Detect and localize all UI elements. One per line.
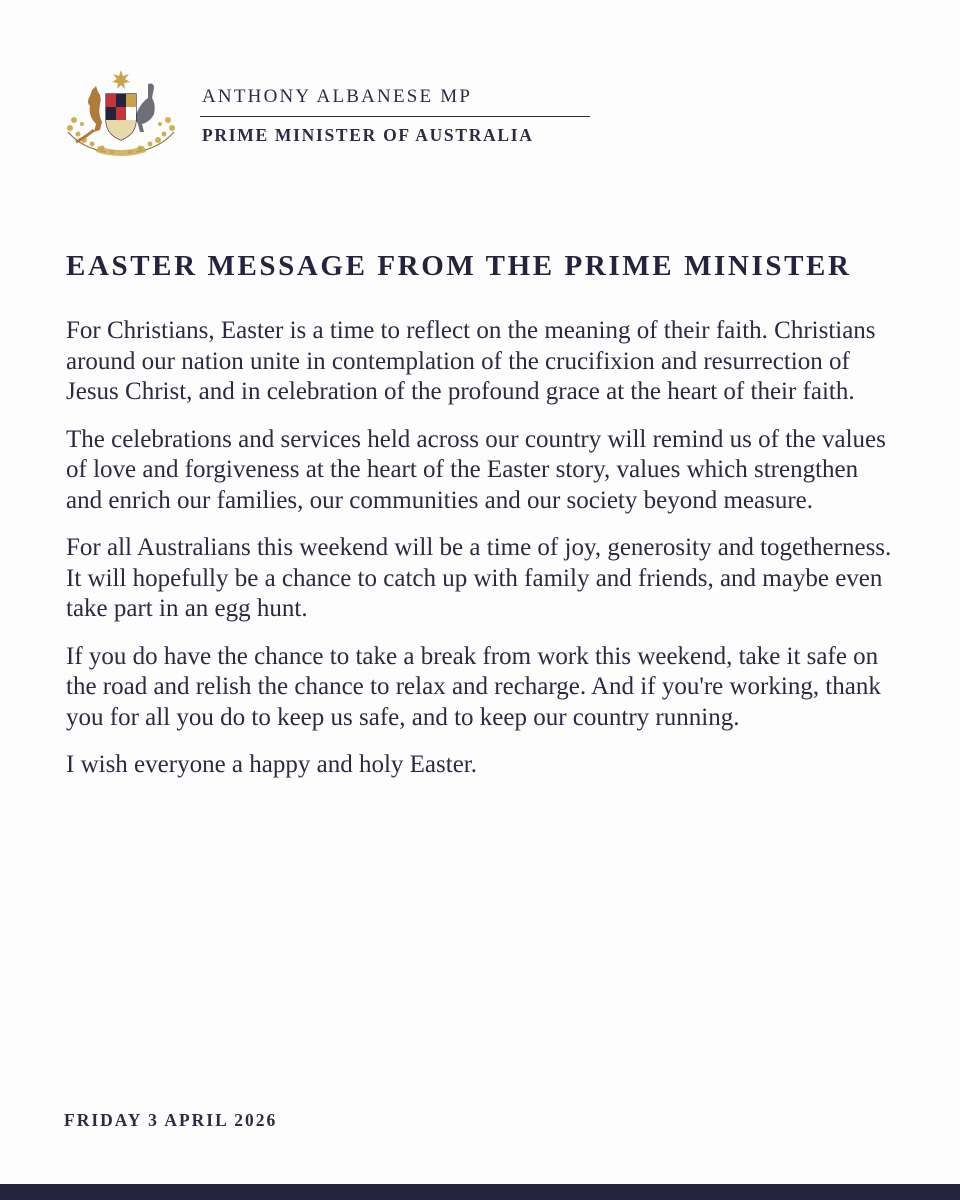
document-date: FRIDAY 3 APRIL 2026 (64, 1110, 278, 1130)
paragraph: If you do have the chance to take a break from work this weekend, take it safe on the road and relish the chance to relax and recharge. And if you're working, thank you for all you do to keep us safe, and to keep our country running. (66, 642, 881, 731)
letterhead-divider (200, 116, 590, 117)
office-title: PRIME MINISTER OF AUSTRALIA (202, 125, 534, 145)
coat-of-arms-icon (62, 68, 180, 160)
paragraph: For all Australians this weekend will be a time of joy, generosity and togetherness. It will hopefully be a chance to catch up with family and friends, and maybe even take part in an egg hunt. (66, 534, 892, 622)
paragraph: For Christians, Easter is a time to reflect on the meaning of their faith. Christians around our nation unite in contemplation of the crucifixion and resurrection of Jesus Christ, and in celebration of the profound grace at the heart of their faith. (66, 317, 876, 405)
document-title: EASTER MESSAGE FROM THE PRIME MINISTER (66, 250, 852, 282)
message-body (66, 316, 896, 798)
member-name: ANTHONY ALBANESE MP (202, 86, 473, 107)
paragraph: I wish everyone a happy and holy Easter. (66, 751, 477, 778)
footer-bar (0, 1184, 960, 1200)
paragraph: The celebrations and services held across our country will remind us of the values of love and forgiveness at the heart of the Easter story, values which strengthen and enrich our families, our communities and our society beyond measure. (66, 425, 886, 514)
letterhead (62, 68, 602, 160)
